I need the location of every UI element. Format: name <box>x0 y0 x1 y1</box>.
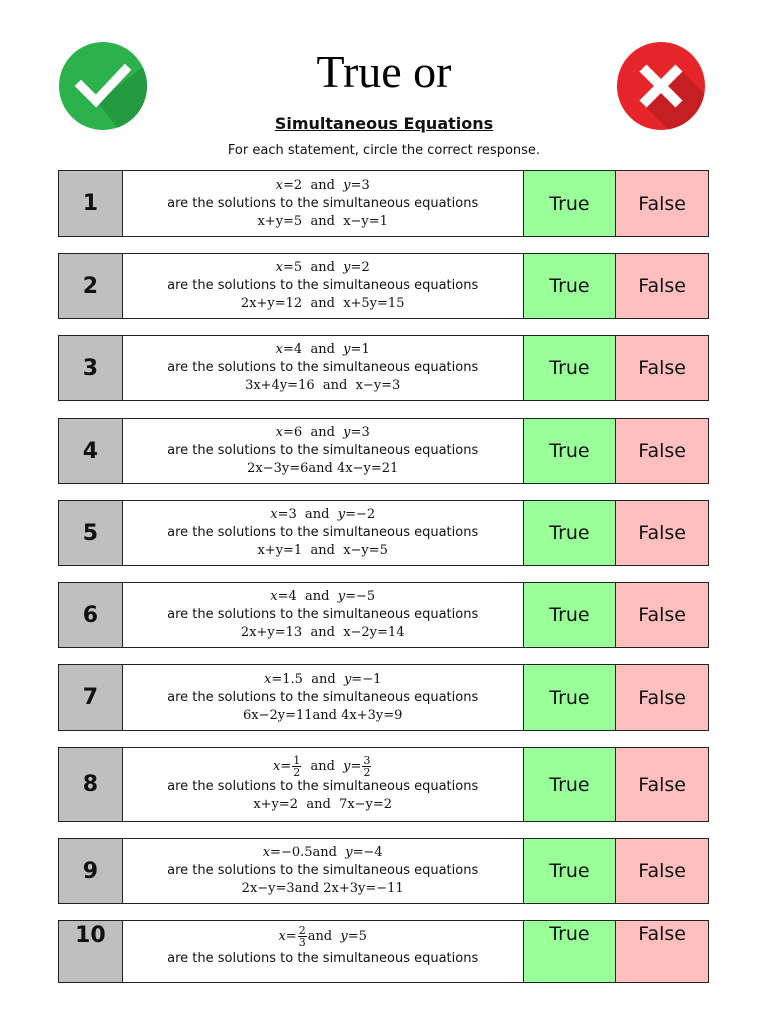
proposed-solution: x=2 and y=3 <box>275 177 370 193</box>
equation-pair: x+y=5 and x−y=1 <box>257 213 388 229</box>
x-value: 5 <box>293 260 303 275</box>
question-number: 5 <box>59 501 123 565</box>
equation-1: x+y=5 <box>257 213 303 229</box>
true-option[interactable]: True <box>524 839 617 903</box>
question-row <box>58 664 709 731</box>
question-row <box>58 920 709 983</box>
x-fraction <box>292 755 301 778</box>
question-row <box>58 335 709 401</box>
connector-text: are the solutions to the simultaneous equations <box>167 951 479 966</box>
y-numerator: 3 <box>363 754 371 767</box>
equation-pair: 2x−y=3and 2x+3y=−11 <box>241 881 404 896</box>
y-value: −4 <box>363 845 383 860</box>
equation-1: 2x+y=12 <box>240 296 303 311</box>
question-statement <box>123 171 524 236</box>
false-option[interactable]: False <box>616 839 708 903</box>
connector-text: are the solutions to the simultaneous equations <box>167 443 479 458</box>
proposed-solution: x=4 and y=1 <box>275 342 370 357</box>
true-option[interactable]: True <box>524 665 617 730</box>
equation-pair: 6x−2y=11and 4x+3y=9 <box>242 707 403 723</box>
connector-text: are the solutions to the simultaneous equations <box>167 195 479 211</box>
proposed-solution: x= $\frac{2}{3}$ and y=5 <box>278 924 367 949</box>
equation-1: 2x−y=3 <box>241 881 295 896</box>
question-row <box>58 253 709 319</box>
question-number: 7 <box>59 665 123 730</box>
y-value: 3 <box>361 425 370 440</box>
proposed-solution: x=1.5 and y=−1 <box>264 671 382 687</box>
false-option[interactable]: False <box>616 665 708 730</box>
x-denominator: 2 <box>293 766 301 779</box>
x-value: 2 <box>293 177 303 193</box>
y-value: 1 <box>361 342 370 357</box>
equation-2: 4x+3y=9 <box>341 707 403 723</box>
false-option[interactable]: False <box>616 336 708 400</box>
false-option[interactable]: False <box>616 748 708 821</box>
connector-text: are the solutions to the simultaneous equations <box>167 863 479 878</box>
question-statement <box>123 748 524 821</box>
x-value: 4 <box>288 589 297 604</box>
instructions-text: For each statement, circle the correct response. <box>227 143 541 158</box>
false-option[interactable]: False <box>616 419 708 483</box>
true-option[interactable]: True <box>524 336 617 400</box>
equation-2: 4x−y=21 <box>336 461 399 476</box>
y-value: 5 <box>358 929 367 944</box>
page-title: True or <box>316 46 452 97</box>
question-number: 6 <box>59 583 123 647</box>
true-option[interactable]: True <box>524 583 617 647</box>
connector-text: are the solutions to the simultaneous equations <box>167 278 479 293</box>
x-numerator: 2 <box>298 924 306 937</box>
y-value: 2 <box>361 260 370 275</box>
proposed-solution: x=−0.5and y=−4 <box>262 845 383 860</box>
proposed-solution: x=4 and y=−5 <box>270 589 376 604</box>
equation-1: 2x−3y=6 <box>247 461 309 476</box>
equation-pair: 2x+y=13 and x−2y=14 <box>240 625 405 640</box>
equation-1: 6x−2y=11 <box>242 707 313 723</box>
equation-pair: x+y=1 and x−y=5 <box>257 543 388 558</box>
false-option[interactable]: False <box>616 171 708 236</box>
equation-pair: 2x+y=12 and x+5y=15 <box>240 296 405 311</box>
worksheet-subtitle: Simultaneous Equations <box>274 114 494 133</box>
question-number: 4 <box>59 419 123 483</box>
x-value: 6 <box>293 425 303 440</box>
true-option[interactable]: True <box>524 921 617 982</box>
question-statement <box>123 839 524 903</box>
question-statement <box>123 583 524 647</box>
connector-text: are the solutions to the simultaneous equations <box>167 779 479 794</box>
question-number: 9 <box>59 839 123 903</box>
x-value: −0.5 <box>280 845 313 860</box>
x-value: 4 <box>293 342 303 357</box>
connector-text: are the solutions to the simultaneous equations <box>167 525 479 540</box>
x-denominator: 3 <box>298 936 306 949</box>
false-option[interactable]: False <box>616 501 708 565</box>
equation-1: 3x+4y=16 <box>245 378 315 393</box>
question-statement <box>123 254 524 318</box>
question-number: 10 <box>59 921 123 982</box>
question-statement <box>123 501 524 565</box>
equation-2: x−2y=14 <box>343 625 405 640</box>
equation-1: 2x+y=13 <box>240 625 303 640</box>
x-value: 3 <box>288 507 297 522</box>
equation-1: x+y=2 <box>253 797 299 812</box>
question-statement <box>123 419 524 483</box>
question-row <box>58 747 709 822</box>
question-statement <box>123 336 524 400</box>
false-option[interactable]: False <box>616 254 708 318</box>
true-option[interactable]: True <box>524 171 617 236</box>
true-option[interactable]: True <box>524 254 617 318</box>
connector-text: are the solutions to the simultaneous equations <box>167 607 479 622</box>
proposed-solution: x= $\frac{1}{2}$ and y= $\frac{3}{2}$ <box>272 754 371 779</box>
equation-2: 7x−y=2 <box>339 797 393 812</box>
question-number: 8 <box>59 748 123 821</box>
y-value: 3 <box>361 177 370 193</box>
x-numerator: 1 <box>293 754 301 767</box>
question-row <box>58 582 709 648</box>
equation-2: x−y=1 <box>343 213 388 229</box>
equation-pair: 3x+4y=16 and x−y=3 <box>245 378 401 393</box>
connector-text: are the solutions to the simultaneous equations <box>167 360 479 375</box>
proposed-solution: x=3 and y=−2 <box>270 507 376 522</box>
true-option[interactable]: True <box>524 419 617 483</box>
question-statement <box>123 921 524 982</box>
question-number: 1 <box>59 171 123 236</box>
question-number: 3 <box>59 336 123 400</box>
false-option[interactable]: False <box>616 583 708 647</box>
equation-pair: x+y=2 and 7x−y=2 <box>253 797 393 812</box>
equation-1: x+y=1 <box>257 543 303 558</box>
equation-pair: 2x−3y=6and 4x−y=21 <box>247 461 399 476</box>
true-option[interactable]: True <box>524 501 617 565</box>
y-value: −1 <box>362 671 382 687</box>
x-fraction <box>298 925 307 948</box>
false-option[interactable]: False <box>616 921 708 982</box>
y-fraction <box>362 755 371 778</box>
question-row <box>58 838 709 904</box>
proposed-solution: x=6 and y=3 <box>275 425 370 440</box>
proposed-solution: x=5 and y=2 <box>275 260 370 275</box>
equation-2: 2x+3y=−11 <box>323 881 404 896</box>
question-row <box>58 500 709 566</box>
question-row <box>58 170 709 237</box>
equation-2: x+5y=15 <box>343 296 405 311</box>
question-number: 2 <box>59 254 123 318</box>
connector-text: are the solutions to the simultaneous equations <box>167 689 479 705</box>
question-statement <box>123 665 524 730</box>
equation-2: x−y=3 <box>355 378 401 393</box>
y-value: −2 <box>356 507 376 522</box>
y-value: −5 <box>356 589 376 604</box>
y-denominator: 2 <box>363 766 371 779</box>
equation-2: x−y=5 <box>343 543 388 558</box>
x-value: 1.5 <box>282 671 303 687</box>
question-row <box>58 418 709 484</box>
true-option[interactable]: True <box>524 748 617 821</box>
